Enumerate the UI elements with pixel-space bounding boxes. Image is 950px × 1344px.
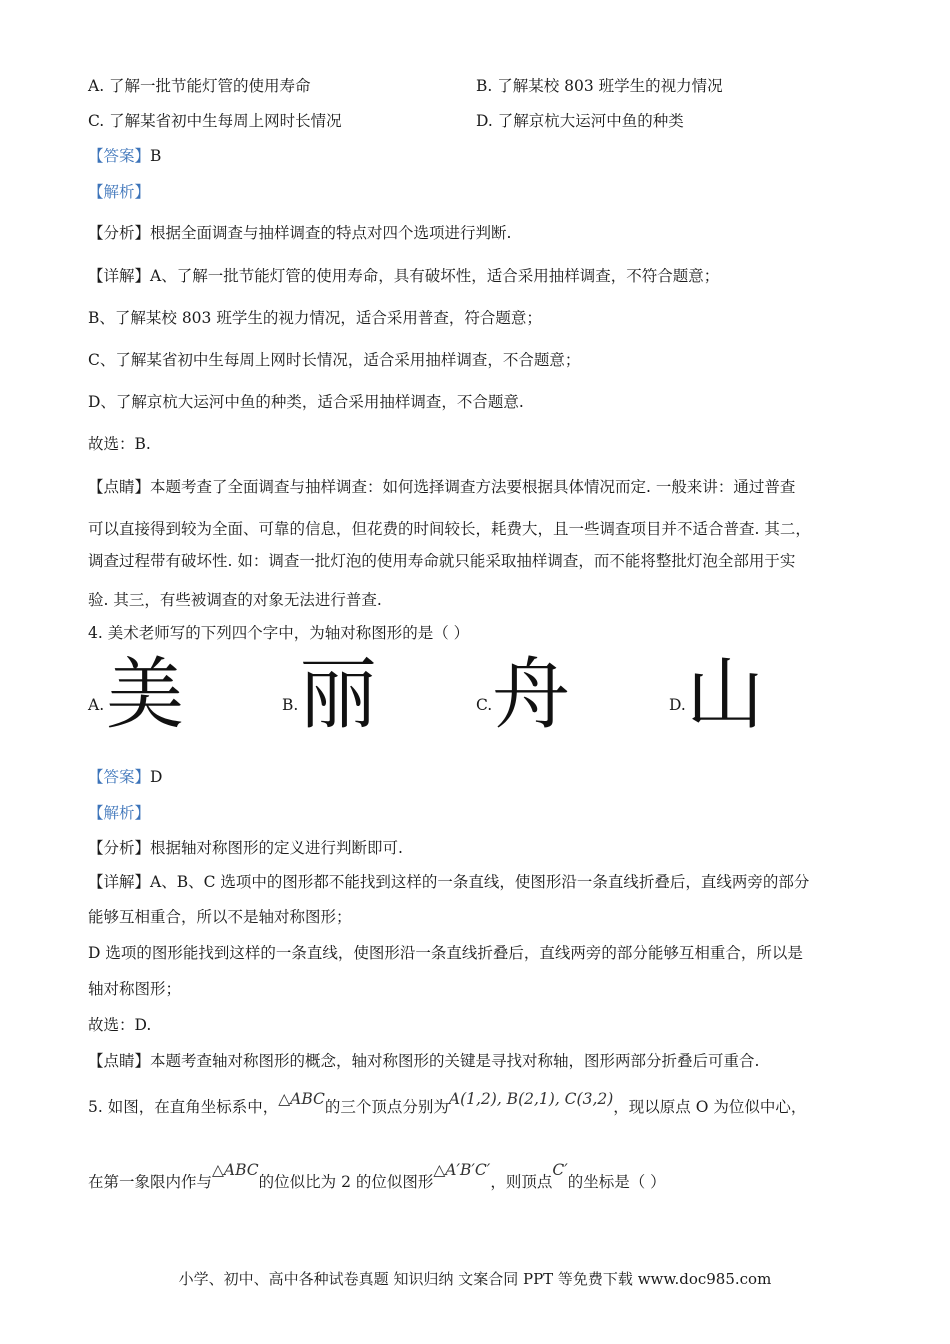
q4-char-d: 山 [686,650,765,740]
q3-comment-3: 调查过程带有破坏性. 如：调查一批灯泡的使用寿命就只能采取抽样调查，而不能将整批灯泡全部用于实 [88,552,796,570]
q5-text-6: ，则顶点 [490,1173,553,1191]
q4-label-c: C. [476,696,493,714]
q5-triangle-prime: △A′B′C′ [433,1161,491,1179]
q3-comment-2: 可以直接得到较为全面、可靠的信息，但花费的时间较长，耗费大，且一些调查项目并不适合普查. 其二， [88,520,811,538]
q5-text-7: 的坐标是（ ） [567,1173,666,1191]
q3-option-b: B. 了解某校 803 班学生的视力情况 [476,77,723,95]
answer-label: 【答案】 [88,768,151,786]
q3-answer [88,145,161,167]
q3-option-d: D. 了解京杭大运河中鱼的种类 [476,112,684,130]
q3-detail-4: D、了解京杭大运河中鱼的种类，适合采用抽样调查，不合题意. [88,393,524,411]
q5-c-prime: C′ [552,1161,568,1179]
q5-stem-line-1 [88,1090,807,1118]
q4-choose: 故选：D. [88,1016,152,1034]
q4-comment: 【点睛】本题考查轴对称图形的概念，轴对称图形的关键是寻找对称轴，图形两部分折叠后可重合. [88,1052,760,1070]
answer-value: B [150,147,162,165]
q5-triangle-abc: △ABC [278,1090,325,1108]
q4-char-c: 舟 [492,650,571,740]
q3-comment-1: 【点睛】本题考查了全面调查与抽样调查：如何选择调查方法要根据具体情况而定. 一般来讲：通过普查 [88,478,796,496]
q3-choose: 故选：B. [88,435,151,453]
q4-detail-1: 【详解】A、B、C 选项中的图形都不能找到这样的一条直线，使图形沿一条直线折叠后，直线两旁的部分 [88,873,810,891]
q3-option-c: C. 了解某省初中生每周上网时长情况 [88,112,342,130]
q3-jiexi: 【解析】 [88,183,151,201]
q4-detail-2: 能够互相重合，所以不是轴对称图形； [88,908,352,926]
q3-detail-3: C、了解某省初中生每周上网时长情况，适合采用抽样调查，不合题意； [88,351,581,369]
q5-text-4: 在第一象限内作与 [88,1173,213,1191]
q5-triangle-abc-2: △ABC [212,1161,259,1179]
q5-points: A(1,2), B(2,1), C(3,2) [448,1090,614,1108]
page-footer: 小学、初中、高中各种试卷真题 知识归纳 文案合同 PPT 等免费下载 www.doc985.com [178,1270,772,1288]
answer-label: 【答案】 [88,147,151,165]
q5-text-3: ，现以原点 O 为位似中心， [613,1098,807,1116]
q3-analysis: 【分析】根据全面调查与抽样调查的特点对四个选项进行判断. [88,224,512,242]
q4-char-a: 美 [106,650,185,740]
q3-comment-4: 验. 其三，有些被调查的对象无法进行普查. [88,591,382,609]
q4-stem: 4. 美术老师写的下列四个字中，为轴对称图形的是（ ） [88,624,470,642]
q4-label-a: A. [88,696,105,714]
q4-analysis: 【分析】根据轴对称图形的定义进行判断即可. [88,839,403,857]
q3-option-a: A. 了解一批节能灯管的使用寿命 [88,77,311,95]
q4-detail-3: D 选项的图形能找到这样的一条直线，使图形沿一条直线折叠后，直线两旁的部分能够互相重合，所以是 [88,944,803,962]
q4-answer [88,766,162,788]
q4-detail-4: 轴对称图形； [88,980,182,998]
q4-jiexi: 【解析】 [88,804,151,822]
q4-label-d: D. [669,696,686,714]
q5-stem-line-2 [88,1161,666,1193]
q5-text-1: 5. 如图，在直角坐标系中， [88,1098,279,1116]
q4-char-b: 丽 [299,650,378,740]
q3-detail-1: 【详解】A、了解一批节能灯管的使用寿命，具有破坏性，适合采用抽样调查，不符合题意； [88,267,720,285]
answer-value: D [150,768,163,786]
q5-text-2: 的三个顶点分别为 [324,1098,449,1116]
q5-text-5: 的位似比为 2 的位似图形 [258,1173,434,1191]
q3-detail-2: B、了解某校 803 班学生的视力情况，适合采用普查，符合题意； [88,309,542,327]
q4-label-b: B. [282,696,299,714]
